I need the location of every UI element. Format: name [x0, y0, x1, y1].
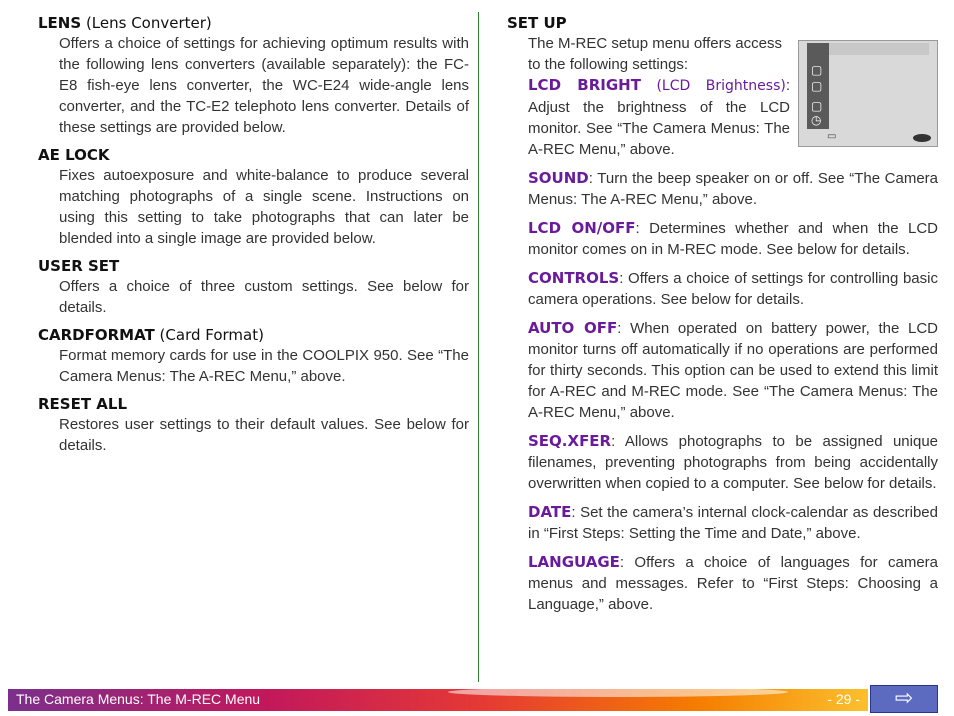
setting-description: : Turn the beep speaker on or off. See “The Camera Menus: The A-REC Menu,” above. [528, 170, 938, 208]
setup-intro: The M-REC setup menu offers access to the following settings: [528, 35, 782, 73]
setting-term: SEQ.XFER [528, 432, 612, 450]
page-footer [8, 689, 868, 711]
entry-description: Offers a choice of settings for achieving optimum results with the following lens converters (available separately): the FC-E8 fish-eye lens converter, the WC-E24 wide-angle lens converter, and the TC-E2 telephoto lens converter. Details of these settings are provided below. [59, 35, 469, 136]
setting-description: : Adjust the brightness of the LCD monitor. See “The Camera Menus: The A-REC Menu,” above. [528, 77, 790, 158]
column-divider [478, 12, 479, 682]
setting-description: : Determines whether and when the LCD monitor comes on in M-REC mode. See below for details. [528, 220, 938, 258]
setting-term: LCD BRIGHT [528, 76, 641, 94]
entry-subtitle: (Card Format) [154, 326, 264, 344]
entry-description: Offers a choice of three custom settings. See below for details. [59, 278, 469, 316]
entry-term: LENS [38, 14, 82, 32]
setting-controls [528, 268, 938, 310]
setting-description: : Set the camera’s internal clock-calendar as described in “First Steps: Setting the Time and Date,” above. [528, 504, 938, 542]
card-icon: ▭ [827, 131, 837, 142]
entry-term: AE LOCK [38, 146, 110, 164]
setting-term: DATE [528, 503, 572, 521]
entry-subtitle: (Lens Converter) [81, 14, 212, 32]
entry-description: Fixes autoexposure and white-balance to produce several matching photographs of a single scene. Instructions on using this setting to take photographs that can later be blended into a single image are provided below. [59, 167, 469, 247]
setting-sound [528, 168, 938, 210]
setting-description: : When operated on battery power, the LCD monitor turns off automatically if no operations are performed for thirty seconds. This option can be used to extend this limit for A-REC and M-REC mode. See “The Camera Menus: The A-REC Menu,” above. [528, 320, 938, 421]
entry-term: CARDFORMAT [38, 326, 155, 344]
menu-tab-icon: ▢ [811, 99, 823, 113]
setting-description: : Offers a choice of settings for controlling basic camera operations. See below for details. [528, 270, 938, 308]
setting-term: LCD ON/OFF [528, 219, 636, 237]
left-column [38, 14, 469, 464]
setting-date [528, 502, 938, 544]
menu-tab-icon: ▢ [811, 79, 823, 93]
setting-description: : Offers a choice of languages for camera menus and messages. Refer to “First Steps: Choosing a Language,” above. [528, 554, 938, 613]
entry-description: Format memory cards for use in the COOLPIX 950. See “The Camera Menus: The A-REC Menu,” above. [59, 347, 469, 385]
menu-title-bar [829, 43, 929, 55]
menu-entry-cardformat [38, 326, 469, 387]
next-page-button[interactable] [870, 685, 938, 713]
entry-description: Restores user settings to their default values. See below for details. [59, 416, 469, 454]
setting-term: LANGUAGE [528, 553, 620, 571]
setup-wrench-icon: ◷ [811, 113, 822, 127]
menu-tab-icon: ▢ [811, 63, 823, 77]
dial-icon [913, 134, 931, 142]
footer-swoosh [448, 687, 788, 697]
setting-lcd-on-off [528, 218, 938, 260]
entry-term: RESET ALL [38, 395, 128, 413]
menu-entry-reset-all [38, 395, 469, 456]
setting-lcd-bright [528, 75, 790, 160]
setting-language [528, 552, 938, 615]
setting-subtitle: (LCD Brightness) [640, 78, 786, 94]
menu-entry-lens [38, 14, 469, 138]
setting-term: SOUND [528, 169, 589, 187]
page-number: - 29 - [827, 691, 860, 707]
setting-description: : Allows photographs to be assigned unique filenames, preventing photographs from being accidentally overwritten when copied to a computer. See below for details. [528, 433, 938, 492]
setting-term: AUTO OFF [528, 319, 618, 337]
setting-auto-off [528, 318, 938, 423]
entry-term: USER SET [38, 257, 120, 275]
setting-term: CONTROLS [528, 269, 620, 287]
setup-heading: SET UP [507, 14, 567, 32]
setting-seq-xfer [528, 431, 938, 494]
next-page-arrow-icon: ⇨ [894, 686, 914, 711]
menu-entry-user-set [38, 257, 469, 318]
menu-entry-ae-lock [38, 146, 469, 249]
footer-section-title: The Camera Menus: The M-REC Menu [16, 691, 261, 707]
lcd-screenshot-image [798, 40, 938, 147]
